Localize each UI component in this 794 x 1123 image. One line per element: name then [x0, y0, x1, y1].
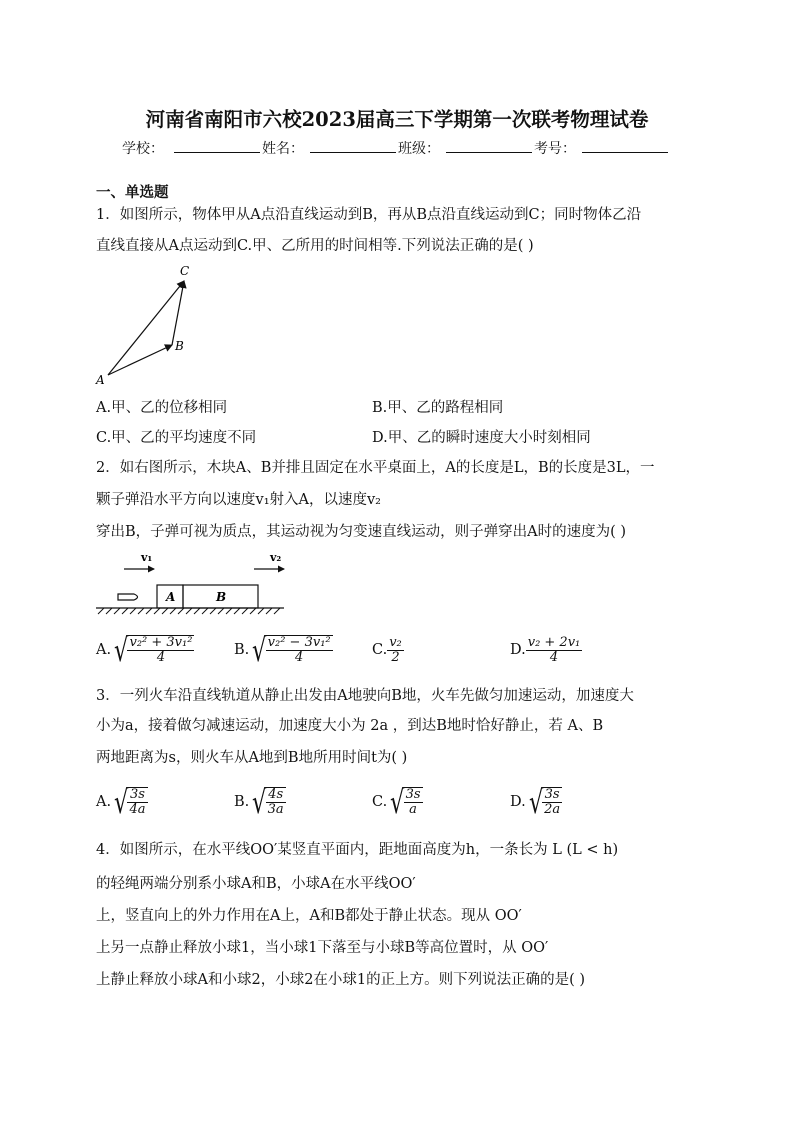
- q1-option-d[interactable]: D.甲、乙的瞬时速度大小时刻相同: [372, 430, 591, 446]
- q2-line2: 颗子弹沿水平方向以速度v₁射入A，以速度v₂: [96, 492, 381, 508]
- q2-option-d[interactable]: [510, 628, 582, 672]
- q3-option-b-den: 3a: [267, 802, 284, 817]
- q2-option-b-letter: B.: [234, 642, 250, 658]
- q3-option-c-letter: C.: [372, 794, 388, 810]
- q3-option-a[interactable]: A. √ $\frac{3s}{4a}$: [96, 783, 146, 821]
- q4-line1: 4．如图所示，在水平线OO′某竖直平面内，距地面高度为h，一条长为 L (L < h): [96, 842, 619, 858]
- q2-option-c-den: 2: [391, 649, 400, 665]
- q2-bullet-figure: [94, 548, 288, 618]
- school-label: 学校：: [122, 141, 164, 157]
- q1-line2: 直线直接从A点运动到C.甲、乙所用的时间相等.下列说法正确的是( ): [96, 238, 534, 254]
- q3-option-a-num: 3s: [127, 788, 147, 803]
- label-v2: v₂: [270, 551, 282, 564]
- bullet: [118, 594, 138, 600]
- label-b: B: [175, 339, 184, 353]
- class-label: 班级：: [398, 141, 440, 157]
- q2-option-d-num: v₂ + 2v₁: [527, 634, 581, 650]
- name-blank[interactable]: [310, 138, 396, 154]
- section-heading: 一、单选题: [96, 185, 169, 201]
- q2-option-a-den: 4: [156, 650, 166, 665]
- class-blank[interactable]: [446, 138, 532, 154]
- q3-option-c-num: 3s: [405, 787, 421, 802]
- q3-option-d-letter: D.: [510, 794, 526, 810]
- q3-option-b-letter: B.: [234, 794, 250, 810]
- q3-option-c-den: a: [409, 802, 417, 817]
- name-label: 姓名：: [262, 141, 304, 157]
- q4-line5: 上静止释放小球A和小球2，小球2在小球1的正上方。则下列说法正确的是( ): [96, 972, 586, 988]
- q2-option-c-letter: C.: [372, 642, 388, 658]
- q1-option-a[interactable]: A.甲、乙的位移相同: [96, 400, 228, 416]
- q3-option-b-num: 4s: [266, 788, 286, 803]
- exam-no-blank[interactable]: [582, 138, 668, 154]
- q3-option-d-den: 2a: [544, 802, 561, 817]
- q2-option-b[interactable]: B. √ $\frac{\text{v₂² − 3v₁²}}{4}$: [234, 631, 331, 669]
- exam-no-label: 考号：: [534, 141, 576, 157]
- q2-option-a-letter: A.: [96, 642, 112, 658]
- q3-option-d[interactable]: D. √ $\frac{3s}{2a}$: [510, 783, 561, 821]
- label-c: C: [180, 264, 190, 278]
- vector-ac: [108, 281, 184, 375]
- q1-line1: 1．如图所示，物体甲从A点沿直线运动到B，再从B点沿直线运动到C；同时物体乙沿: [96, 207, 642, 223]
- q2-line3: 穿出B，子弹可视为质点，其运动视为匀变速直线运动，则子弹穿出A时的速度为( ): [96, 524, 627, 540]
- block-b-label: B: [216, 590, 227, 604]
- label-v1: v₁: [141, 551, 153, 564]
- q3-option-c[interactable]: C. √ $\frac{3s}{a}$: [372, 783, 421, 821]
- q3-option-a-letter: A.: [96, 794, 112, 810]
- q3-line3: 两地距离为s，则火车从A地到B地所用时间t为( ): [96, 750, 408, 766]
- q4-line3: 上，竖直向上的外力作用在A上，A和B都处于静止状态。现从 OO′: [96, 908, 522, 924]
- block-a-label: A: [166, 590, 176, 604]
- q4-line4: 上另一点静止释放小球1，当小球1下落至与小球B等高位置时，从 OO′: [96, 940, 549, 956]
- q2-option-c[interactable]: [372, 628, 404, 672]
- q2-option-c-num: v₂: [389, 634, 402, 650]
- vector-bc: [172, 281, 184, 345]
- q2-option-b-den: 4: [295, 650, 304, 665]
- q2-option-b-num: v₂² − 3v₁²: [267, 635, 331, 650]
- q2-option-a[interactable]: A. √ $\frac{\text{v₂² + 3v₁²}}{4}$: [96, 631, 193, 669]
- q2-line1: 2．如右图所示，木块A、B并排且固定在水平桌面上，A的长度是L，B的长度是3L，一: [96, 460, 655, 476]
- school-blank[interactable]: [174, 138, 260, 154]
- q4-line2: 的轻绳两端分别系小球A和B，小球A在水平线OO′: [96, 876, 416, 892]
- q1-vector-figure: [94, 262, 204, 390]
- q2-option-a-num: v₂² + 3v₁²: [129, 635, 193, 650]
- label-a: A: [96, 373, 105, 387]
- q1-option-c[interactable]: C.甲、乙的平均速度不同: [96, 430, 257, 446]
- q2-option-d-den: 4: [549, 649, 559, 665]
- q3-option-b[interactable]: B. √ $\frac{4s}{3a}$: [234, 783, 284, 821]
- page-title: 河南省南阳市六校2023届高三下学期第一次联考物理试卷: [145, 108, 649, 131]
- q3-option-a-den: 4a: [129, 802, 146, 817]
- q3-line1: 3．一列火车沿直线轨道从静止出发由A地驶向B地，火车先做匀加速运动，加速度大: [96, 688, 634, 704]
- q3-line2: 小为a，接着做匀减速运动，加速度大小为 2a ，到达B地时恰好静止，若 A、B: [96, 718, 604, 734]
- q1-option-b[interactable]: B.甲、乙的路程相同: [372, 400, 504, 416]
- q2-option-d-letter: D.: [510, 642, 526, 658]
- vector-ab: [108, 345, 172, 375]
- q3-option-d-num: 3s: [542, 788, 562, 803]
